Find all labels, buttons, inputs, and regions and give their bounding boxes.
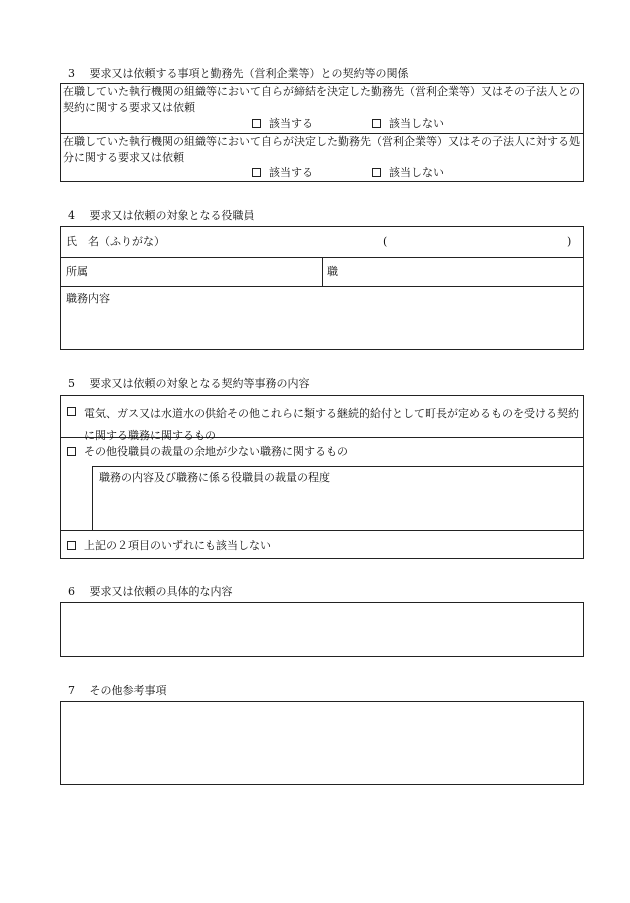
duties-label: 職務内容 xyxy=(66,292,110,305)
section-3-row1-text: 在職していた執行機関の組織等において自らが締結を決定した勤務先（営利企業等）又はその子法人との契約に関する要求又は依頼 xyxy=(63,85,580,114)
section-3-row1-yes[interactable] xyxy=(252,116,313,132)
checkbox-icon[interactable] xyxy=(67,407,76,416)
section-3-title: 要求又は依頼する事項と勤務先（営利企業等）との契約等の関係 xyxy=(89,67,409,80)
section-6-title: 要求又は依頼の具体的な内容 xyxy=(89,585,233,598)
section-4-col-divider xyxy=(322,257,323,286)
section-5-option-1-label: 電気、ガス又は水道水の供給その他これらに類する継続的給付として町長が定めるものを受ける契約に関する職務に関するもの xyxy=(84,407,579,442)
section-3-row2-yes[interactable] xyxy=(252,165,313,181)
section-3-row1-yes-label: 該当する xyxy=(269,117,313,130)
section-5-option-2[interactable] xyxy=(67,444,348,460)
section-5-heading xyxy=(68,376,310,392)
section-4-number: 4 xyxy=(68,209,75,222)
checkbox-icon[interactable] xyxy=(67,541,76,550)
section-5-number: 5 xyxy=(68,377,75,390)
name-label: 氏 名（ふりがな） xyxy=(66,235,165,248)
section-3-row2-no[interactable] xyxy=(372,165,444,181)
other-reference-field[interactable] xyxy=(60,701,584,785)
position-label: 職 xyxy=(327,265,338,278)
checkbox-icon[interactable] xyxy=(252,168,261,177)
checkbox-icon[interactable] xyxy=(372,119,381,128)
checkbox-icon[interactable] xyxy=(67,447,76,456)
furigana-paren-open: ( xyxy=(383,235,388,248)
specific-content-field[interactable] xyxy=(60,602,584,657)
section-5-option-3-label: 上記の２項目のいずれにも該当しない xyxy=(84,539,271,552)
section-3-row2-text: 在職していた執行機関の組織等において自らが決定した勤務先（営利企業等）又はその子法人に対する処分に関する要求又は依頼 xyxy=(63,135,580,164)
section-4-heading xyxy=(68,208,255,224)
section-3-row2-yes-label: 該当する xyxy=(269,166,313,179)
furigana-paren-close: ) xyxy=(567,235,572,248)
section-4-row-divider-2 xyxy=(60,286,584,287)
checkbox-icon[interactable] xyxy=(372,168,381,177)
section-7-heading xyxy=(68,683,167,699)
section-3-row2-no-label: 該当しない xyxy=(389,166,444,179)
section-3-row1-no-label: 該当しない xyxy=(389,117,444,130)
section-4-title: 要求又は依頼の対象となる役職員 xyxy=(89,209,255,222)
section-5-option-2-label: その他役職員の裁量の余地が少ない職務に関するもの xyxy=(84,445,348,458)
section-7-number: 7 xyxy=(68,684,75,697)
section-3-heading xyxy=(68,66,409,82)
section-7-title: その他参考事項 xyxy=(89,684,167,697)
section-5-detail-label: 職務の内容及び職務に係る役職員の裁量の程度 xyxy=(99,471,330,484)
section-6-number: 6 xyxy=(68,585,75,598)
checkbox-icon[interactable] xyxy=(252,119,261,128)
section-6-heading xyxy=(68,584,233,600)
section-5-option-3[interactable] xyxy=(67,538,271,554)
section-5-option-1[interactable] xyxy=(67,403,579,447)
section-5-title: 要求又は依頼の対象となる契約等事務の内容 xyxy=(89,377,310,390)
section-3-number: 3 xyxy=(68,67,75,80)
section-3-row1-no[interactable] xyxy=(372,116,444,132)
affiliation-label: 所属 xyxy=(66,265,88,278)
